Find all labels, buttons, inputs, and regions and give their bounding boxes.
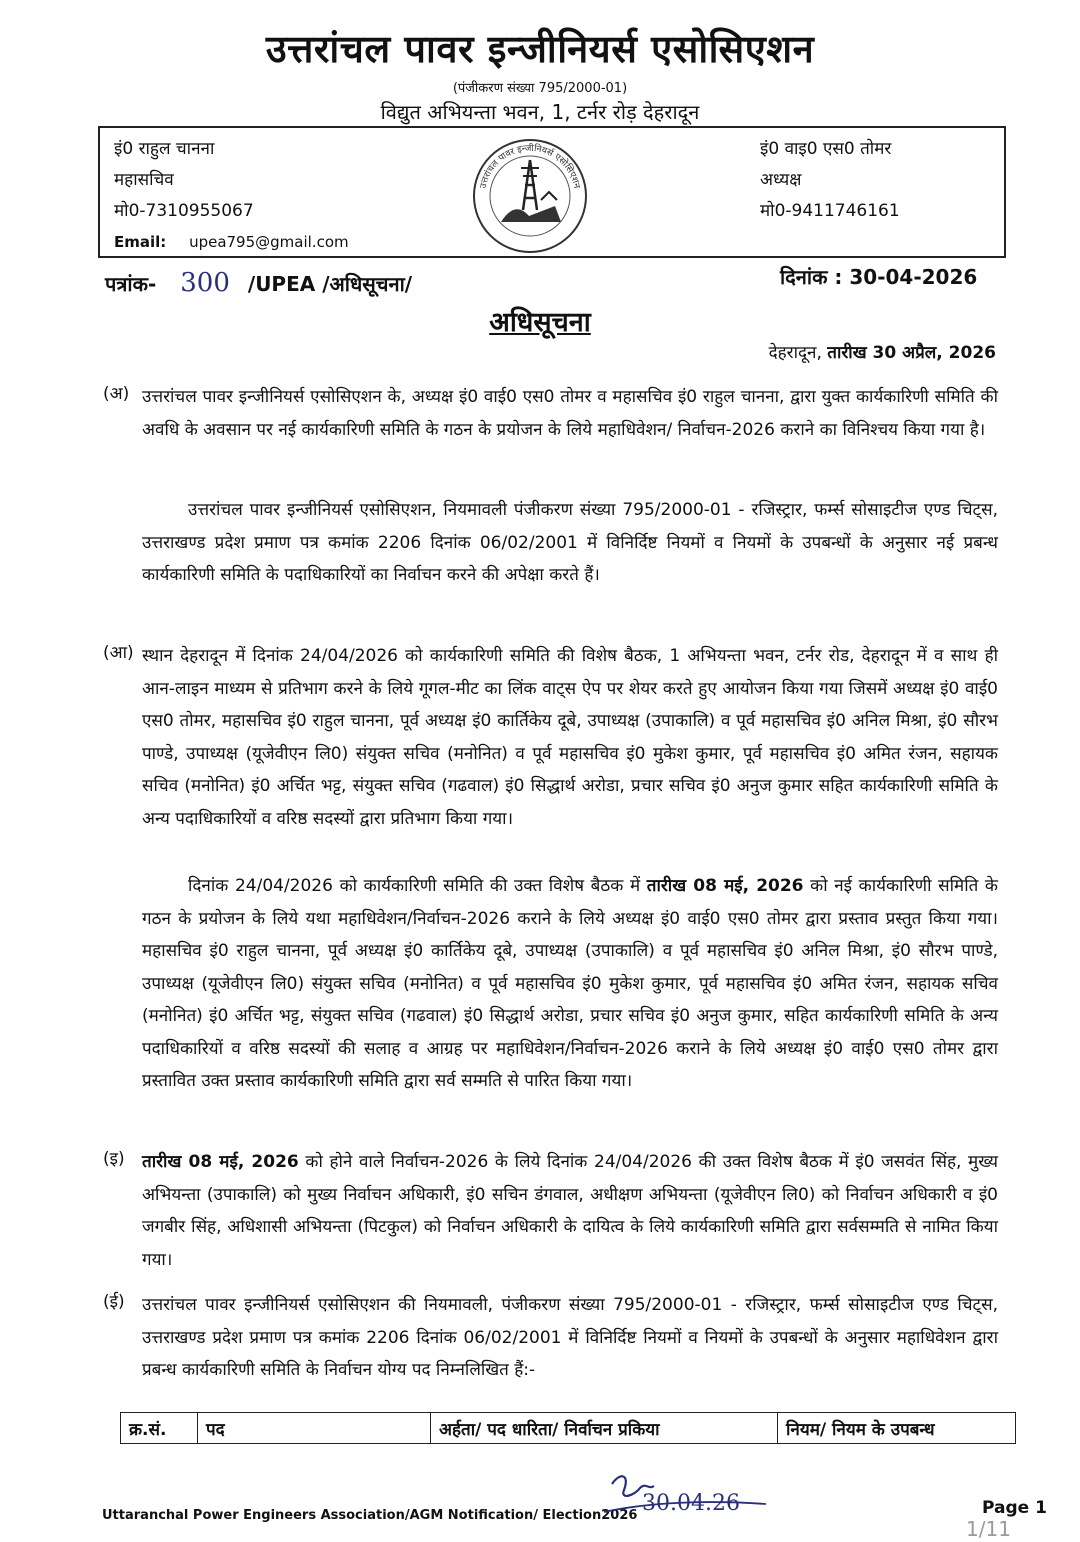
ref-number: 300 bbox=[180, 268, 230, 298]
president-designation: अध्यक्ष bbox=[760, 170, 802, 190]
aa2-rest: को नई कार्यकारिणी समिति के गठन के प्रयोजन के लिये यथा महाधिवेशन/निर्वाचन-2026 कराने के लिये अध्यक्ष इं0 वाई0 एस0 तोमर द्वारा प्रस्ताव प्रस्तुत किया गया। महासचिव इं0 राहुल चानना, पूर्व अध्यक्ष इं0 कार्तिकेय दूबे, उपाध्यक्ष (उपाकालि) व पूर्व महासचिव इं0 अनिल मिश्रा, इं0 सौरभ पाण्डे, उपाध्यक्ष (यूजेवीएन लि0) संयुक्त सचिव (मनोनित) व पूर्व महासचिव इं0 मुकेश कुमार, पूर्व महासचिव इं0 अमित रंजन, सहायक सचिव (मनोनित) इं0 अर्चित भट्ट, संयुक्त सचिव (गढवाल) इं0 सिद्धार्थ अरोडा, प्रचार सचिव इं0 अनुज कुमार, सहित कार्यकारिणी समिति के अन्य पदाधिकारियों व वरिष्ठ सदस्यों की सलाह व आग्रह पर महाधिवेशन/निर्वाचन-2026 कराने के लिये अध्यक्ष इं0 वाई0 एस0 तोमर द्वारा प्रस्तावित उक्त प्रस्ताव कार्यकारिणी समिति द्वारा सर्व सम्मति से पारित किया गया। bbox=[142, 876, 998, 1091]
reference-line bbox=[105, 268, 412, 298]
item-a-mark: (अ) bbox=[103, 384, 130, 404]
letterhead-box bbox=[98, 126, 1006, 258]
president-name: इं0 वाइ0 एस0 तोमर bbox=[760, 139, 892, 159]
email-address: upea795@gmail.com bbox=[189, 233, 349, 251]
gs-designation: महासचिव bbox=[114, 170, 174, 190]
page-number: Page 1 bbox=[982, 1498, 1047, 1518]
item-aa-mark: (आ) bbox=[103, 643, 134, 663]
signature-date: 30.04.26 bbox=[642, 1491, 740, 1516]
registration-number: (पंजीकरण संख्या 795/2000-01) bbox=[452, 81, 628, 96]
president-contact bbox=[760, 134, 900, 227]
page-count-badge: 1/11 bbox=[966, 1517, 1011, 1541]
item-aa-text: स्थान देहरादून में दिनांक 24/04/2026 को कार्यकारिणी समिति की विशेष बैठक, 1 अभियन्ता भवन, टर्नर रोड, देहरादून में व साथ ही आन-लाइन माध्यम से प्रतिभाग करने के लिये गूगल-मीट का लिंक वाट्स ऐप पर शेयर करते हुए आयोजन किया गया जिसमें अध्यक्ष इं0 वाई0 एस0 तोमर, महासचिव इं0 राहुल चानना, पूर्व अध्यक्ष इं0 कार्तिकेय दूबे, उपाध्यक्ष (उपाकालि) व पूर्व महासचिव इं0 अनिल मिश्रा, इं0 सौरभ पाण्डे, उपाध्यक्ष (यूजेवीएन लि0) संयुक्त सचिव (मनोनित) व पूर्व महासचिव इं0 मुकेश कुमार, पूर्व महासचिव इं0 अमित रंजन, सहायक सचिव (मनोनित) इं0 अर्चित भट्ट, संयुक्त सचिव (गढवाल) इं0 सिद्धार्थ अरोडा, प्रचार सचिव इं0 अनुज कुमार सहित कार्यकारिणी समिति के अन्य पदाधिकारियों व वरिष्ठ सदस्यों द्वारा प्रतिभाग किया गया। bbox=[142, 646, 998, 829]
aa2-bold-date: तारीख 08 मई, 2026 bbox=[646, 876, 804, 896]
item-e-text bbox=[142, 1146, 998, 1276]
place-text: देहरादून, bbox=[768, 343, 828, 363]
ref-suffix: /UPEA /अधिसूचना/ bbox=[247, 272, 413, 296]
handwritten-signature bbox=[590, 1466, 790, 1526]
place-date-bold: तारीख 30 अप्रैल, 2026 bbox=[827, 343, 996, 363]
col-post: पद bbox=[198, 1413, 431, 1444]
president-mobile: मो0-9411746161 bbox=[760, 201, 900, 221]
gs-name: इं0 राहुल चानना bbox=[114, 139, 215, 159]
association-logo-icon bbox=[465, 130, 595, 256]
col-qualification: अर्हता/ पद धारिता/ निर्वाचन प्रकिया bbox=[431, 1413, 778, 1444]
org-address: विद्युत अभियन्ता भवन, 1, टर्नर रोड़ देहरादून bbox=[380, 100, 700, 124]
item-e-mark: (इ) bbox=[103, 1149, 125, 1169]
table-header-row bbox=[121, 1413, 1016, 1444]
general-secretary-contact bbox=[114, 134, 349, 258]
item-a-text: उत्तरांचल पावर इन्जीनियर्स एसोसिएशन के, अध्यक्ष इं0 वाई0 एस0 तोमर व महासचिव इं0 राहुल चानना, द्वारा युक्त कार्यकारिणी समिति की अवधि के अवसान पर नई कार्यकारिणी समिति के गठन के प्रयोजन के लिये महाधिवेशन/ निर्वाचन-2026 कराने का विनिश्चय किया गया है। bbox=[142, 387, 998, 440]
item-ee-text: उत्तरांचल पावर इन्जीनियर्स एसोसिएशन की नियमावली, पंजीकरण संख्या 795/2000-01 - रजिस्ट्रार, फर्म्स सोसाइटीज एण्ड चिट्स, उत्तराखण्ड प्रदेश प्रमाण पत्र कमांक 2206 दिनांक 06/02/2001 में विनिर्दिष्ट नियमों व नियमों के उपबन्धों के अनुसार महाधिवेशन द्वारा प्रबन्ध कार्यकारिणी समिति के निर्वाचन योग्य पद निम्नलिखित हैं:- bbox=[142, 1295, 998, 1380]
aa2-start: दिनांक 24/04/2026 को कार्यकारिणी समिति की उक्त विशेष बैठक में bbox=[188, 876, 647, 896]
gs-mobile: मो0-7310955067 bbox=[114, 201, 254, 221]
ref-prefix: पत्रांक- bbox=[105, 272, 157, 296]
issue-date: दिनांक : 30-04-2026 bbox=[780, 265, 978, 289]
gs-email-row bbox=[114, 227, 349, 258]
footer-doc-id: Uttaranchal Power Engineers Association/AGM Notification/ Election2026 bbox=[102, 1508, 638, 1523]
place-date bbox=[700, 340, 996, 363]
col-rules: नियम/ नियम के उपबन्ध bbox=[778, 1413, 1016, 1444]
item-aa-second-paragraph bbox=[142, 870, 998, 1098]
posts-table bbox=[120, 1412, 1016, 1444]
org-name: उत्तरांचल पावर इन्जीनियर्स एसोसिएशन bbox=[265, 27, 815, 71]
notice-title: अधिसूचना bbox=[489, 307, 591, 338]
e-bold-date: तारीख 08 मई, 2026 bbox=[142, 1152, 299, 1172]
item-a-second-paragraph: उत्तरांचल पावर इन्जीनियर्स एसोसिएशन, नियमावली पंजीकरण संख्या 795/2000-01 - रजिस्ट्रार, फर्म्स सोसाइटीज एण्ड चिट्स, उत्तराखण्ड प्रदेश प्रमाण पत्र कमांक 2206 दिनांक 06/02/2001 में विनिर्दिष्ट नियमों व नियमों के उपबन्धों के अनुसार नई प्रबन्ध कार्यकारिणी समिति के पदाधिकारियों का निर्वाचन करने की अपेक्षा करते हैं। bbox=[142, 500, 998, 585]
email-label: Email: bbox=[114, 233, 167, 251]
e-rest: को होने वाले निर्वाचन-2026 के लिये दिनांक 24/04/2026 की उक्त विशेष बैठक में इं0 जसवंत सिंह, मुख्य अभियन्ता (उपाकालि) को मुख्य निर्वाचन अधिकारी, इं0 सचिन डंगवाल, अधीक्षण अभियन्ता (यूजेवीएन लि0) को निर्वाचन अधिकारी व इं0 जगबीर सिंह, अधिशासी अभियन्ता (पिटकुल) को निर्वाचन अधिकारी के दायित्व के लिये कार्यकारिणी समिति द्वारा सर्वसम्मति से नामित किया गया। bbox=[142, 1152, 999, 1270]
item-ee-mark: (ई) bbox=[103, 1292, 125, 1312]
col-serial: क्र.सं. bbox=[121, 1413, 198, 1444]
logo-text: उत्तरांचल पावर इन्जीनियर्स एसोसिएशन bbox=[478, 143, 582, 190]
